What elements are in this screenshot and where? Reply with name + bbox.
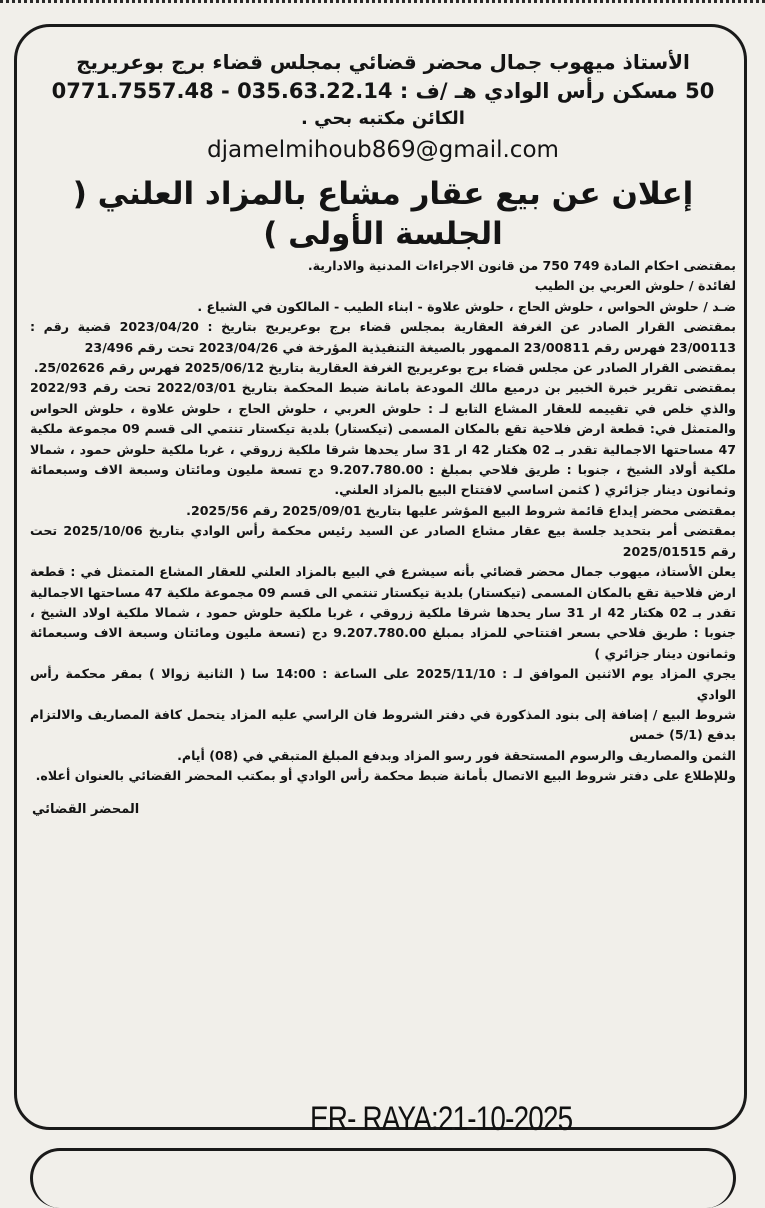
paragraph-conditions-deposit: بمقتضى محضر إيداع قائمة شروط البيع المؤشر عليها بتاريخ 2025/09/01 رقم 2025/56. [186, 502, 736, 518]
signature: المحضر القضائي [32, 801, 140, 817]
newspaper-footer: ER- RAYA:21-10-2025 [310, 1100, 573, 1138]
paragraph-auction-date: يجري المزاد يوم الاثنين الموافق لـ : 2025/11/10 على الساعة : 14:00 سا ( الثانية زوالا ) بمقر محكمة رأس الوادي [30, 666, 736, 702]
announcement-title: إعلان عن بيع عقار مشاع بالمزاد العلني ( الجلسة الأولى ) [72, 176, 694, 252]
paragraph-expert-report: بمقتضى تقرير خبرة الخبير بن درميع مالك المودعة بامانة ضبط المحكمة بتاريخ 2022/03/01 تحت رقم 2022/93 والذي خلص في تقييمه للعقار المشاع التابع لـ : حلوش العربي ، حلوش الحاج ، حلوش علاوة ، حلوش الحواس والمتمثل في: قطعة ارض فلاحية تقع بالمكان المسمى (تيكستار) بلدية تيكستار تنتمي الى قسم 09 مجموعة ملكية 47 مساحتها الاجمالية تقدر بـ 02 هكتار 42 ار 31 سار يحدها شرقا ملكية زروقي ، غربا ملكية حلوش حمود ، شمالا ملكية أولاد الشيخ ، جنوبا : طريق فلاحي بمبلغ : 9.207.780.00 دج تسعة مليون ومائتان وسبعة الاف وسبعمائة وثمانون دينار جزائري ( كثمن اساسي لافتتاح البيع بالمزاد العلني. [30, 380, 736, 498]
paragraph-sale-announcement: يعلن الأستاذ، ميهوب جمال محضر قضائي بأنه سيشرع في البيع بالمزاد العلني للعقار المشاع المتمثل في : قطعة ارض فلاحية تقع بالمكان المسمى (تيكستار) بلدية تيكستار تنتمي الى قسم 09 مجموعة ملكية 47 مساحتها الاجمالية تقدر بـ 02 هكتار 42 ار 31 سار يحدها شرقا ملكية زروقي ، غربا ملكية حلوش حمود ، شمالا ملكية اولاد الشيخ ، جنوبا : طريق فلاحي بسعر افتتاحي للمزاد بمبلغ 9.207.780.00 دج (تسعة مليون ومائتان وسبعة الاف وسبعمائة وثمانون دينار جزائري ) [30, 564, 737, 661]
announcement-body [30, 256, 736, 787]
paragraph-sale-conditions: شروط البيع / إضافة إلى بنود المذكورة في دفتر الشروط فان الراسي عليه المزاد يتحمل كافة المصاريف والالتزام بدفع (5/1) خمس [30, 706, 736, 743]
paragraph-payment-terms: الثمن والمصاريف والرسوم المستحقة فور رسو المزاد وبدفع المبلغ المتبقي في (08) أيام. [177, 747, 736, 763]
top-dotted-border [0, 0, 765, 13]
paragraph-beneficiary: لفائدة / حلوش العربي بن الطيب [534, 278, 736, 294]
bailiff-address-phone-line: 50 مسكن رأس الوادي هـ /ف : 035.63.22.14 - 0771.7557.48 [51, 79, 715, 103]
bailiff-email: djamelmihoub869@gmail.com [207, 137, 559, 163]
paragraph-session-order: بمقتضى أمر بتحديد جلسة بيع عقار مشاع الصادر عن السيد رئيس محكمة رأس الوادي بتاريخ 2025/10/06 تحت رقم 2025/01515 [30, 523, 736, 559]
paragraph-court-decision-2023: بمقتضى القرار الصادر عن الغرفة العقارية بمجلس قضاء برج بوعريريج بتاريخ : 2023/04/20 قضية رقم : 23/00113 فهرس رقم 23/00811 الممهور بالصيغة التنفيذية المؤرخة في 2023/04/26 تحت رقم 23/496 [30, 319, 736, 355]
announcement-content [30, 48, 736, 821]
paragraph-legal-basis: بمقتضى احكام المادة 749 750 من قانون الاجراءات المدنية والادارية. [307, 258, 736, 273]
paragraph-defendants: ضـد / حلوش الحواس ، حلوش الحاج ، حلوش علاوة - ابناء الطيب - المالكون في الشياع . [197, 298, 736, 314]
next-announcement-frame [30, 1148, 736, 1208]
bailiff-name-line: الأستاذ ميهوب جمال محضر قضائي بمجلس قضاء برج بوعريريج [76, 50, 690, 74]
bailiff-office-line: الكائن مكتبه بحي . [301, 108, 465, 129]
paragraph-contact-info: وللإطلاع على دفتر شروط البيع الاتصال بأمانة ضبط محكمة رأس الوادي أو بمكتب المحضر القضائي بالعنوان أعلاه. [35, 768, 736, 784]
paragraph-court-decision-2025: بمقتضى القرار الصادر عن مجلس قضاء برج بوعريريج الغرفة العقارية بتاريخ 2025/06/12 فهرس رقم 25/02626. [33, 360, 736, 376]
